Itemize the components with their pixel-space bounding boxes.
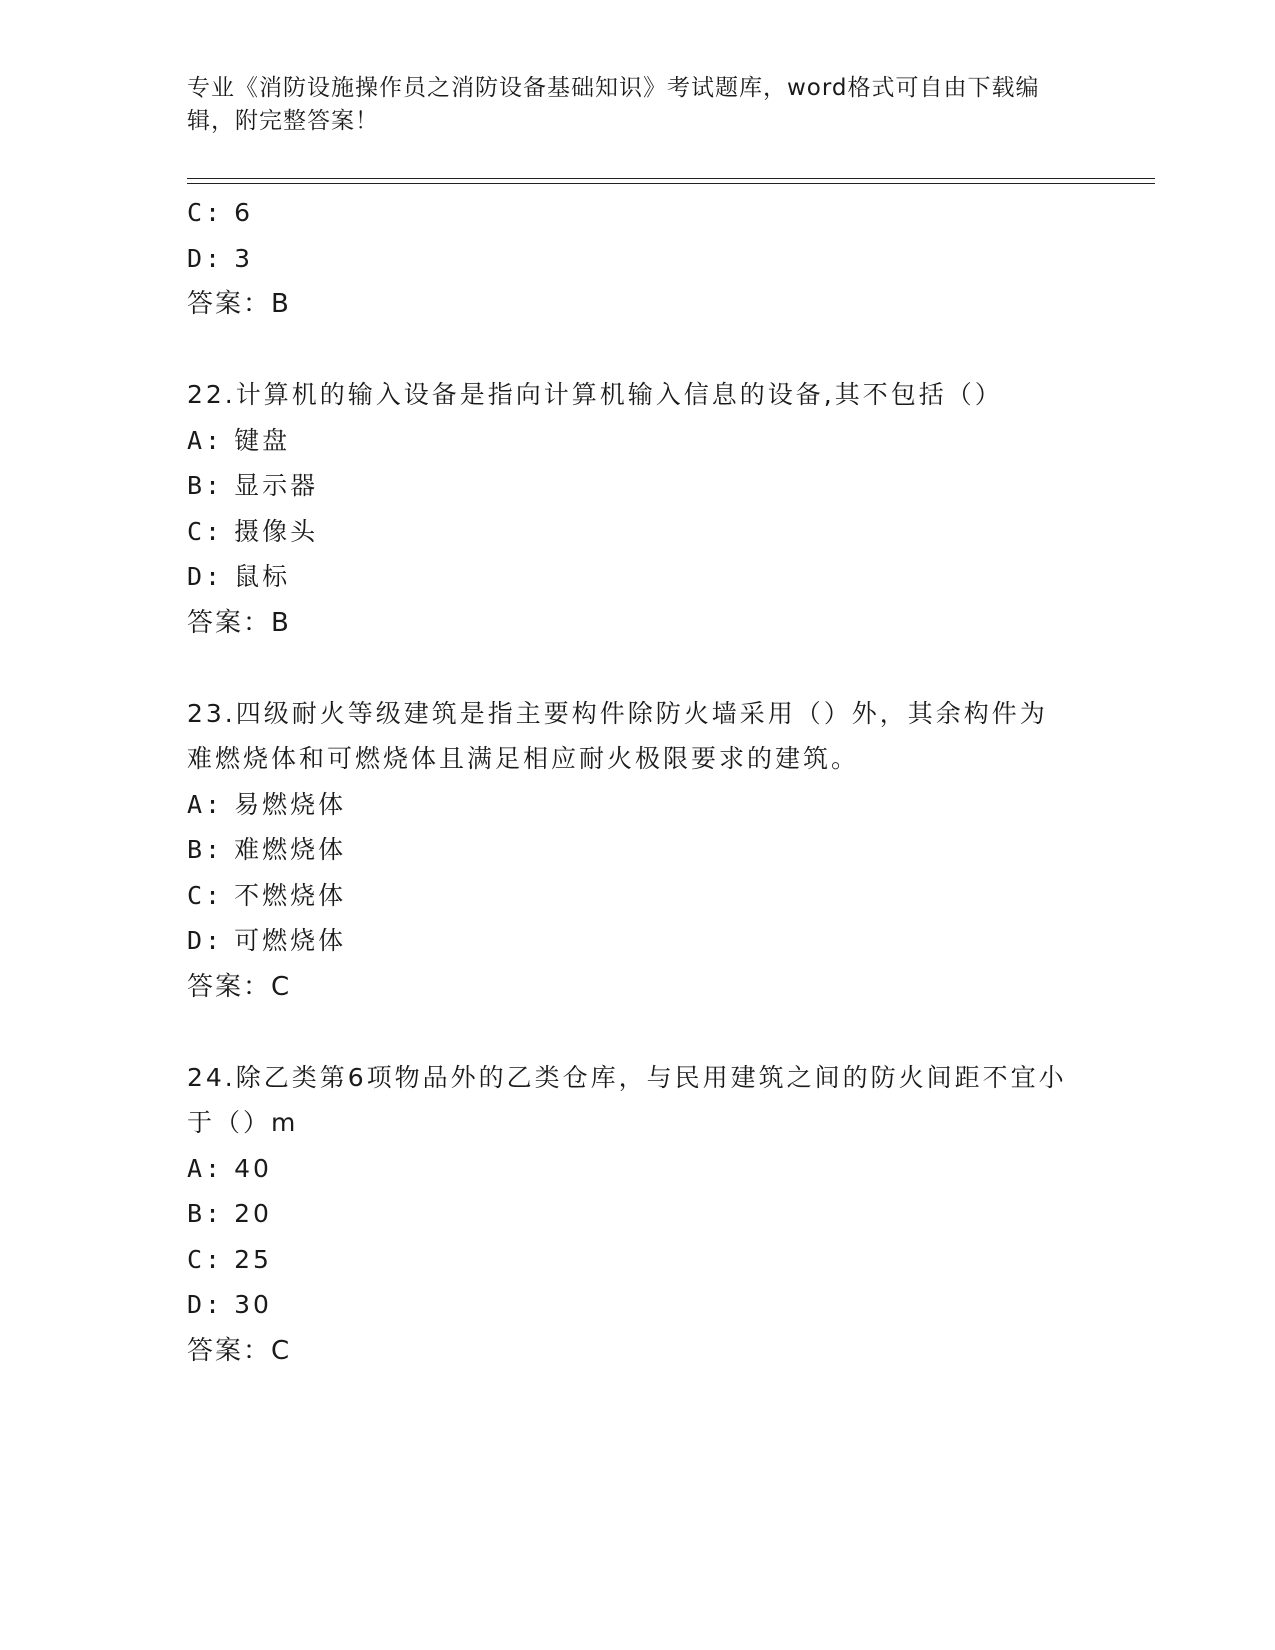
option-b: B: 20 [187,1199,272,1228]
option-a: A: 键盘 [187,425,291,455]
header-rule-bottom [187,183,1155,184]
question-stem: 24.除乙类第6项物品外的乙类仓库，与民用建筑之间的防火间距不宜小于（）m [187,1062,1067,1137]
question-24 [187,1055,1087,1374]
question-22 [187,372,1087,646]
answer-line: 答案：C [187,971,292,1002]
question-list [187,190,1087,1374]
option-d: D: 可燃烧体 [187,926,347,955]
question-stem: 23.四级耐火等级建筑是指主要构件除防火墙采用（）外，其余构件为难燃烧体和可燃烧体且满足相应耐火极限要求的建筑。 [187,698,1048,773]
option-a: A: 40 [187,1153,272,1183]
option-c: C: 6 [187,198,253,227]
header-rule-top [187,178,1155,179]
document-header: 专业《消防设施操作员之消防设备基础知识》考试题库，word格式可自由下载编辑，附完整答案！ [187,75,1040,134]
question-stem: 22.计算机的输入设备是指向计算机输入信息的设备,其不包括（） [187,380,1003,409]
option-c: C: 25 [187,1244,272,1274]
option-b: B: 显示器 [187,471,319,500]
option-c: C: 摄像头 [187,516,319,546]
option-d: D: 鼠标 [187,562,291,591]
option-b: B: 难燃烧体 [187,835,347,864]
previous-question-tail [187,190,1087,327]
option-a: A: 易燃烧体 [187,789,347,819]
option-d: D: 30 [187,1290,272,1319]
answer-line: 答案：B [187,289,291,319]
option-d: D: 3 [187,243,253,273]
answer-line: 答案：B [187,607,291,638]
question-23 [187,691,1087,1010]
answer-line: 答案：C [187,1335,292,1366]
option-c: C: 不燃烧体 [187,880,347,910]
